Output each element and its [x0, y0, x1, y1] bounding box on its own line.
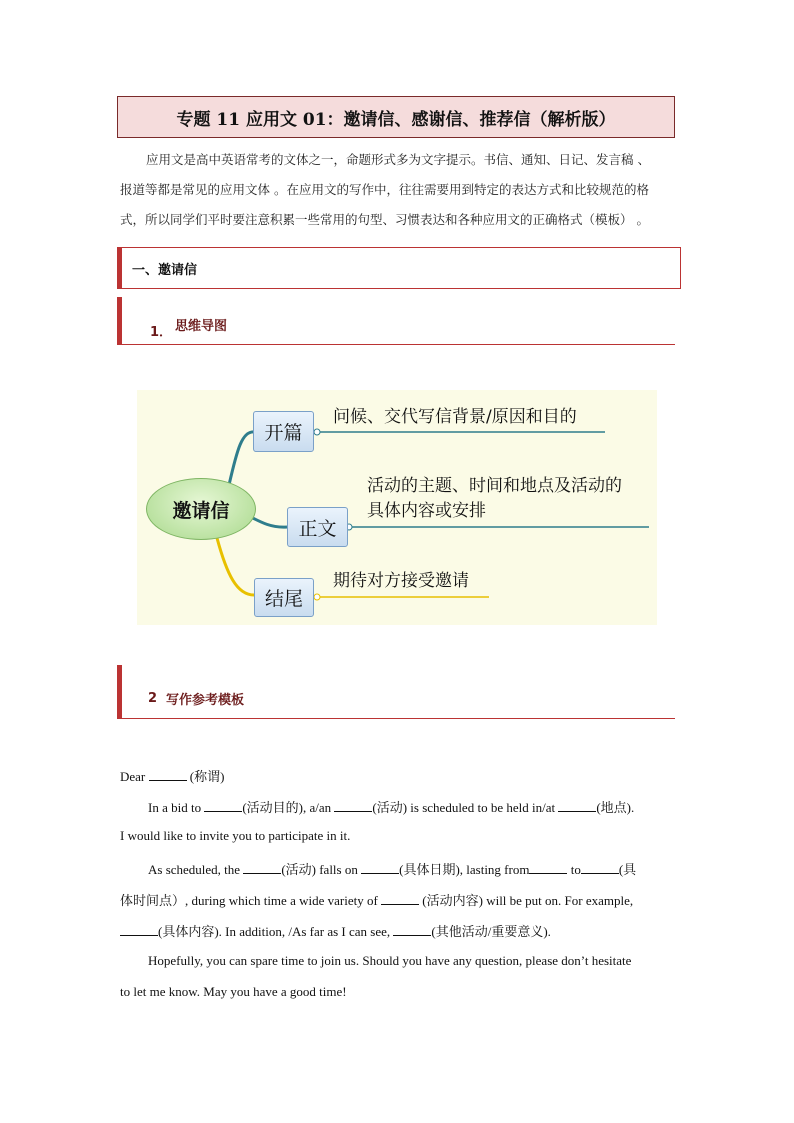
- subheading-number: 1．: [150, 325, 173, 340]
- section-heading-invitation: [117, 247, 681, 289]
- letter-text: (其他活动/重要意义).: [431, 924, 551, 939]
- letter-text: (活动目的), a/an: [242, 800, 332, 815]
- letter-text: (具: [618, 862, 637, 877]
- letter-line-3: I would like to invite you to participate in it.: [120, 828, 351, 843]
- mind-map-leaf-opening: 问候、交代写信背景/原因和目的: [333, 407, 577, 427]
- fill-blank: [381, 892, 419, 905]
- letter-text: (活动) falls on: [281, 862, 358, 877]
- fill-blank: [120, 923, 158, 936]
- subheading-number: 2: [148, 691, 158, 706]
- letter-line-5: [120, 890, 676, 909]
- letter-text: (具体内容). In addition, /As far as I can see,: [158, 924, 391, 939]
- subheading-template: [117, 665, 675, 719]
- branch-dot-3: [314, 594, 320, 600]
- mind-map-center-node: 邀请信: [146, 478, 256, 540]
- mind-map-node-body: 正文: [287, 507, 348, 547]
- fill-blank: [149, 768, 187, 781]
- mind-map-leaf-body-line2: 具体内容或安排: [367, 501, 486, 521]
- mind-map-leaf-body-line1: 活动的主题、时间和地点及活动的: [367, 476, 622, 496]
- letter-line-2: [120, 797, 676, 816]
- page-title: 专题 11 应用文 01：邀请信、感谢信、推荐信（解析版）: [117, 96, 675, 138]
- intro-line-2: 报道等都是常见的应用文体 。在应用文的写作中，往往需要用到特定的表达方式和比较规范的格: [120, 182, 649, 197]
- mind-map-node-opening: 开篇: [253, 411, 314, 452]
- letter-line-8: to let me know. May you have a good time!: [120, 984, 347, 999]
- fill-blank: [204, 799, 242, 812]
- letter-text: As scheduled, the: [148, 862, 241, 877]
- branch-connector-1: [229, 432, 255, 485]
- intro-line-3: 式，所以同学们平时要注意积累一些常用的句型、习惯表达和各种应用文的正确格式（模板） 。: [120, 212, 649, 227]
- letter-text: (地点).: [596, 800, 635, 815]
- letter-text: In a bid to: [148, 800, 202, 815]
- letter-line-6: [120, 921, 676, 940]
- fill-blank: [361, 861, 399, 874]
- letter-line-salutation: [120, 766, 676, 785]
- fill-blank: [529, 861, 567, 874]
- subheading-mindmap: [117, 297, 675, 345]
- mind-map-leaf-closing: 期待对方接受邀请: [333, 571, 469, 591]
- letter-line-7: Hopefully, you can spare time to join us. Should you have any question, please don’t hesitate: [148, 953, 632, 968]
- letter-text: (具体日期), lasting from: [399, 862, 530, 877]
- fill-blank: [393, 923, 431, 936]
- subheading-label: 写作参考模板: [166, 693, 245, 708]
- letter-text: (活动) is scheduled to be held in/at: [372, 800, 556, 815]
- letter-line-4: [120, 859, 676, 878]
- fill-blank: [581, 861, 619, 874]
- intro-line-1: 应用文是高中英语常考的文体之一，命题形式多为文字提示。书信、通知、日记、发言稿 、: [146, 152, 650, 167]
- letter-text: Dear: [120, 769, 146, 784]
- fill-blank: [558, 799, 596, 812]
- mind-map: [137, 390, 657, 625]
- letter-text: (活动内容) will be put on. For example,: [422, 893, 634, 908]
- letter-text: 体时间点）, during which time a wide variety of: [120, 893, 378, 908]
- branch-dot-1: [314, 429, 320, 435]
- branch-connector-3: [217, 538, 254, 595]
- subheading-label: 思维导图: [175, 319, 228, 334]
- section-heading-label: 一、邀请信: [132, 262, 198, 278]
- mind-map-node-closing: 结尾: [254, 578, 314, 617]
- letter-text: to: [570, 862, 581, 877]
- letter-text: (称谓): [189, 769, 225, 784]
- fill-blank: [334, 799, 372, 812]
- fill-blank: [243, 861, 281, 874]
